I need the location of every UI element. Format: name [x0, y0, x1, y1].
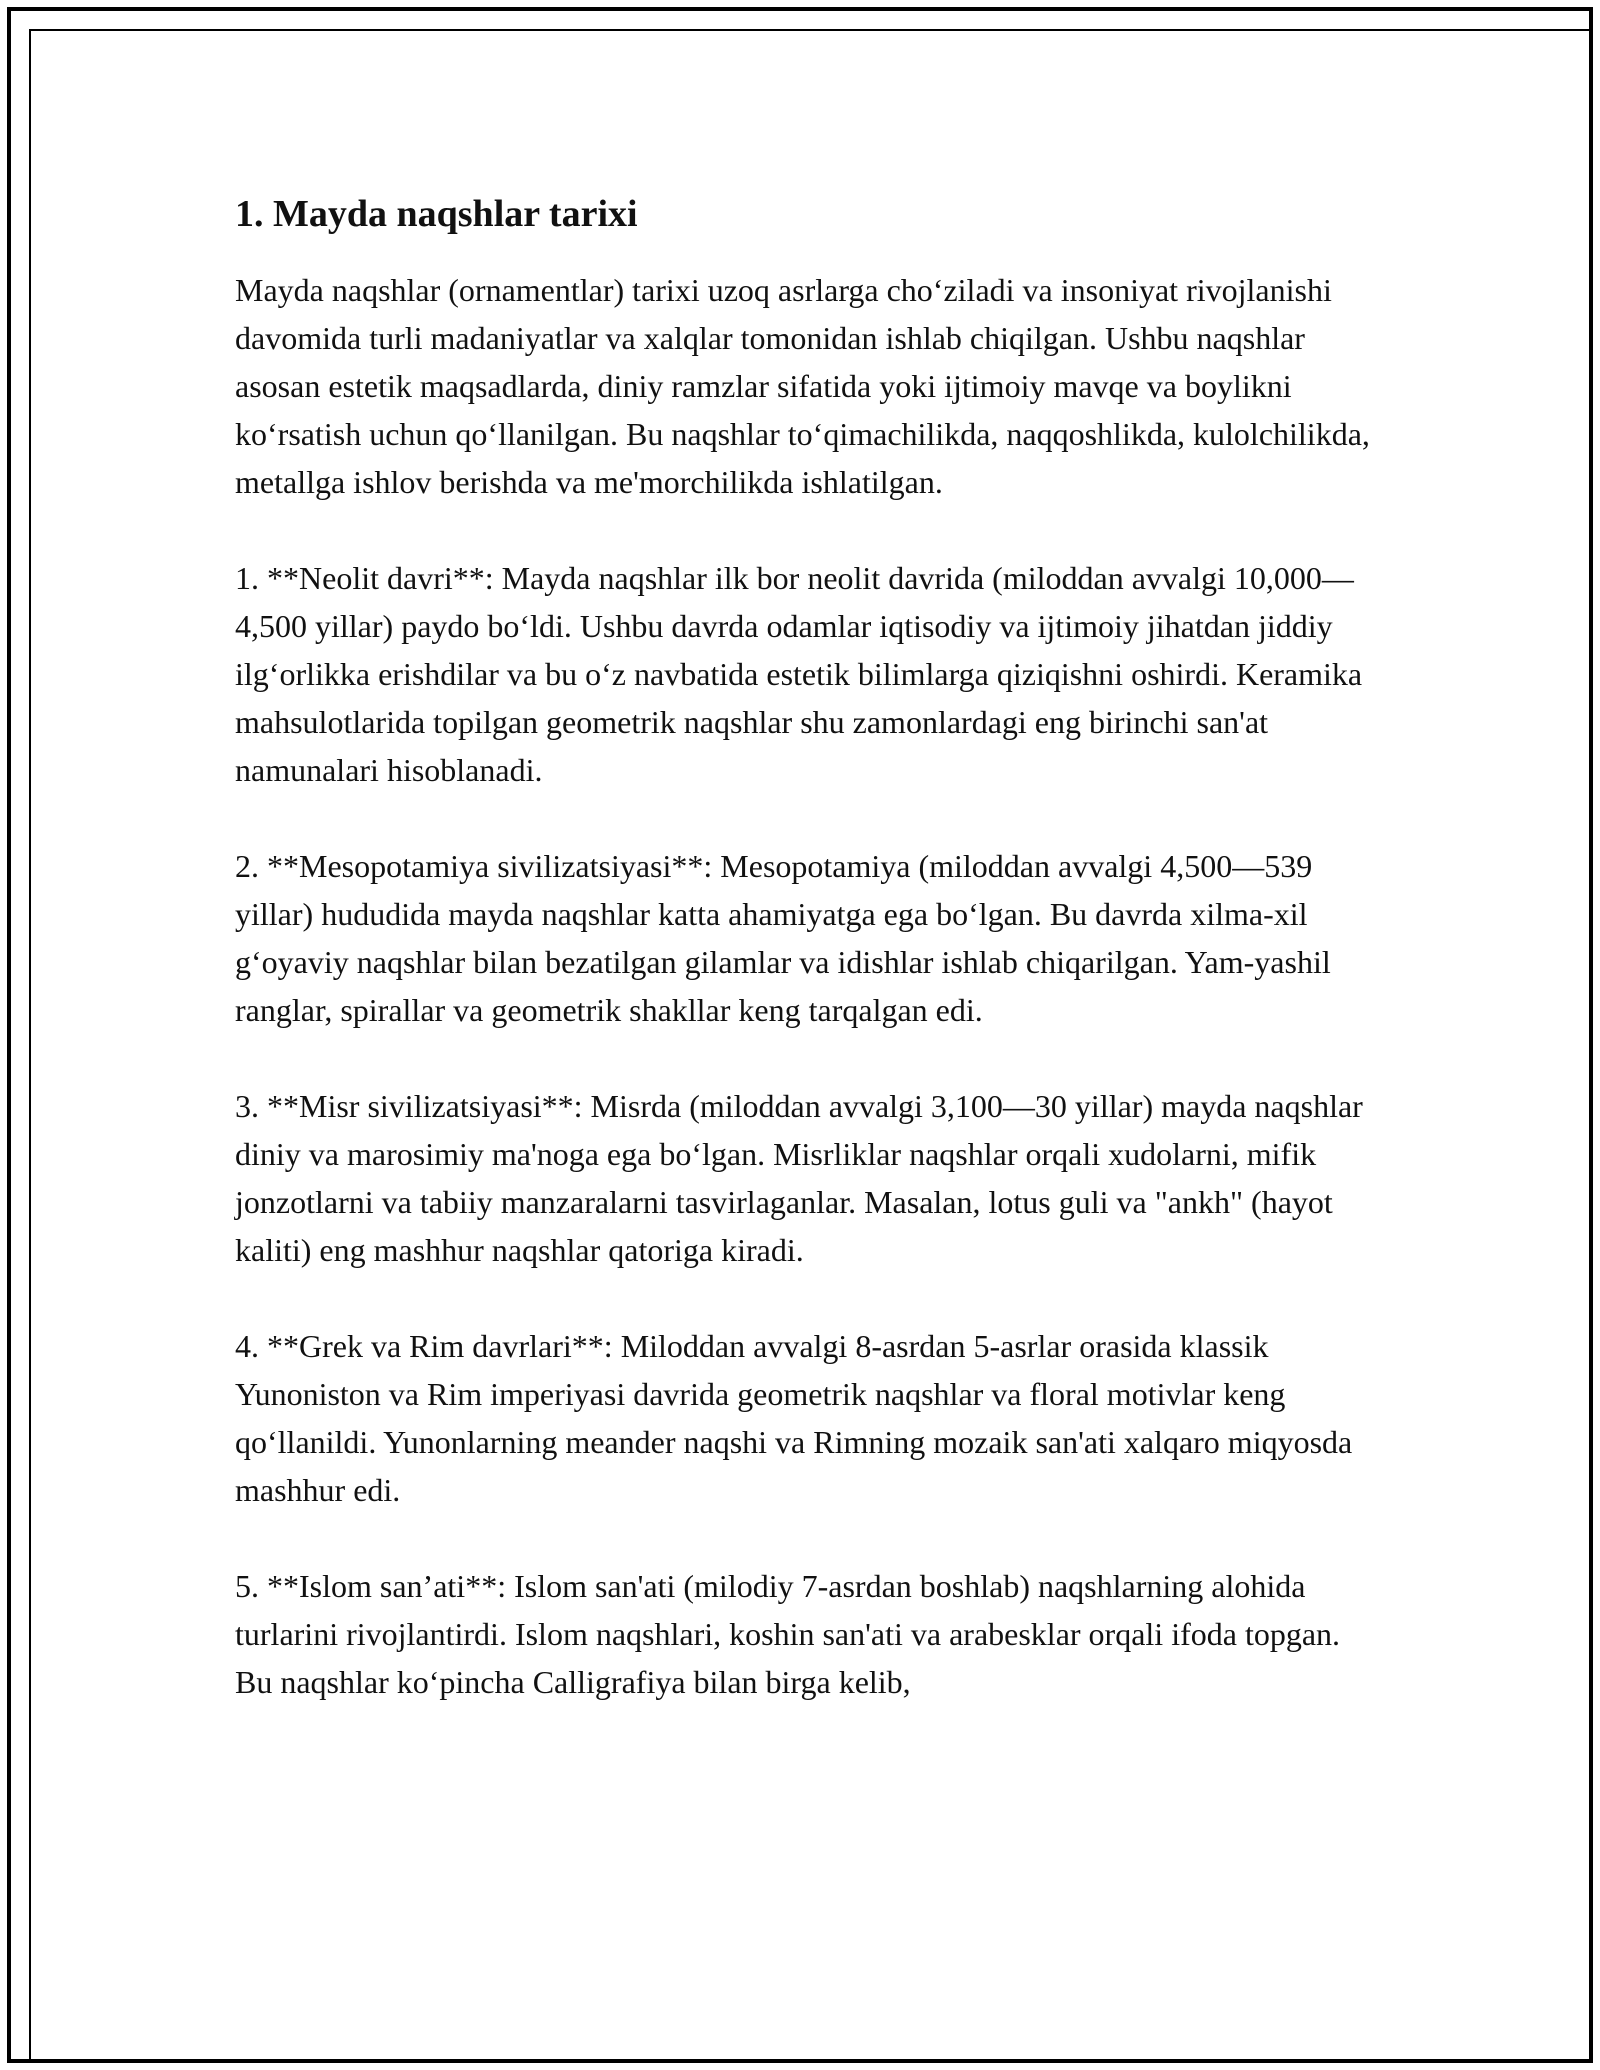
intro-paragraph: Mayda naqshlar (ornamentlar) tarixi uzoq asrlarga cho‘ziladi va insoniyat rivojlanishi davomida turli madaniyatlar va xalqlar tomonidan ishlab chiqilgan. Ushbu naqshlar asosan estetik maqsadlarda, diniy ramzlar sifatida yoki ijtimoiy mavqe va boylikni ko‘rsatish uchun qo‘llanilgan. Bu naqshlar to‘qimachilikda, naqqoshlikda, kulolchilikda, metallga ishlov berishda va me'morchilikda ishlatilgan.: [235, 272, 1370, 500]
greek-roman-paragraph: 4. **Grek va Rim davrlari**: Miloddan avvalgi 8-asrdan 5-asrlar orasida klassik Yunoniston va Rim imperiyasi davrida geometrik naqshlar va floral motivlar keng qo‘llanildi. Yunonlarning meander naqshi va Rimning mozaik san'ati xalqaro miqyosda mashhur edi.: [235, 1328, 1353, 1508]
egypt-paragraph: 3. **Misr sivilizatsiyasi**: Misrda (miloddan avvalgi 3,100—30 yillar) mayda naqshlar diniy va marosimiy ma'noga ega bo‘lgan. Misrliklar naqshlar orqali xudolarni, mifik jonzotlarni va tabiiy manzaralarni tasvirlaganlar. Masalan, lotus guli va "ankh" (hayot kaliti) eng mashhur naqshlar qatoriga kiradi.: [235, 1088, 1363, 1268]
islamic-art-paragraph: 5. **Islom san’ati**: Islom san'ati (milodiy 7-asrdan boshlab) naqshlarning alohida turlarini rivojlantirdi. Islom naqshlari, koshin san'ati va arabesklar orqali ifoda topgan. Bu naqshlar ko‘pincha Calligrafiya bilan birga kelib,: [235, 1568, 1341, 1700]
neolithic-paragraph: 1. **Neolit davri**: Mayda naqshlar ilk bor neolit davrida (miloddan avvalgi 10,000—4,500 yillar) paydo bo‘ldi. Ushbu davrda odamlar iqtisodiy va ijtimoiy jihatdan jiddiy ilg‘orlikka erishdilar va bu o‘z navbatida estetik bilimlarga qiziqishni oshirdi. Keramika mahsulotlarida topilgan geometrik naqshlar shu zamonlardagi eng birinchi san'at namunalari hisoblanadi.: [235, 560, 1363, 788]
mesopotamia-paragraph: 2. **Mesopotamiya sivilizatsiyasi**: Mesopotamiya (miloddan avvalgi 4,500—539 yillar) hududida mayda naqshlar katta ahamiyatga ega bo‘lgan. Bu davrda xilma-xil g‘oyaviy naqshlar bilan bezatilgan gilamlar va idishlar ishlab chiqarilgan. Yam-yashil ranglar, spirallar va geometrik shakllar keng tarqalgan edi.: [235, 848, 1331, 1028]
section-title: 1. Mayda naqshlar tarixi: [235, 193, 638, 235]
document-body: [235, 188, 1370, 1754]
